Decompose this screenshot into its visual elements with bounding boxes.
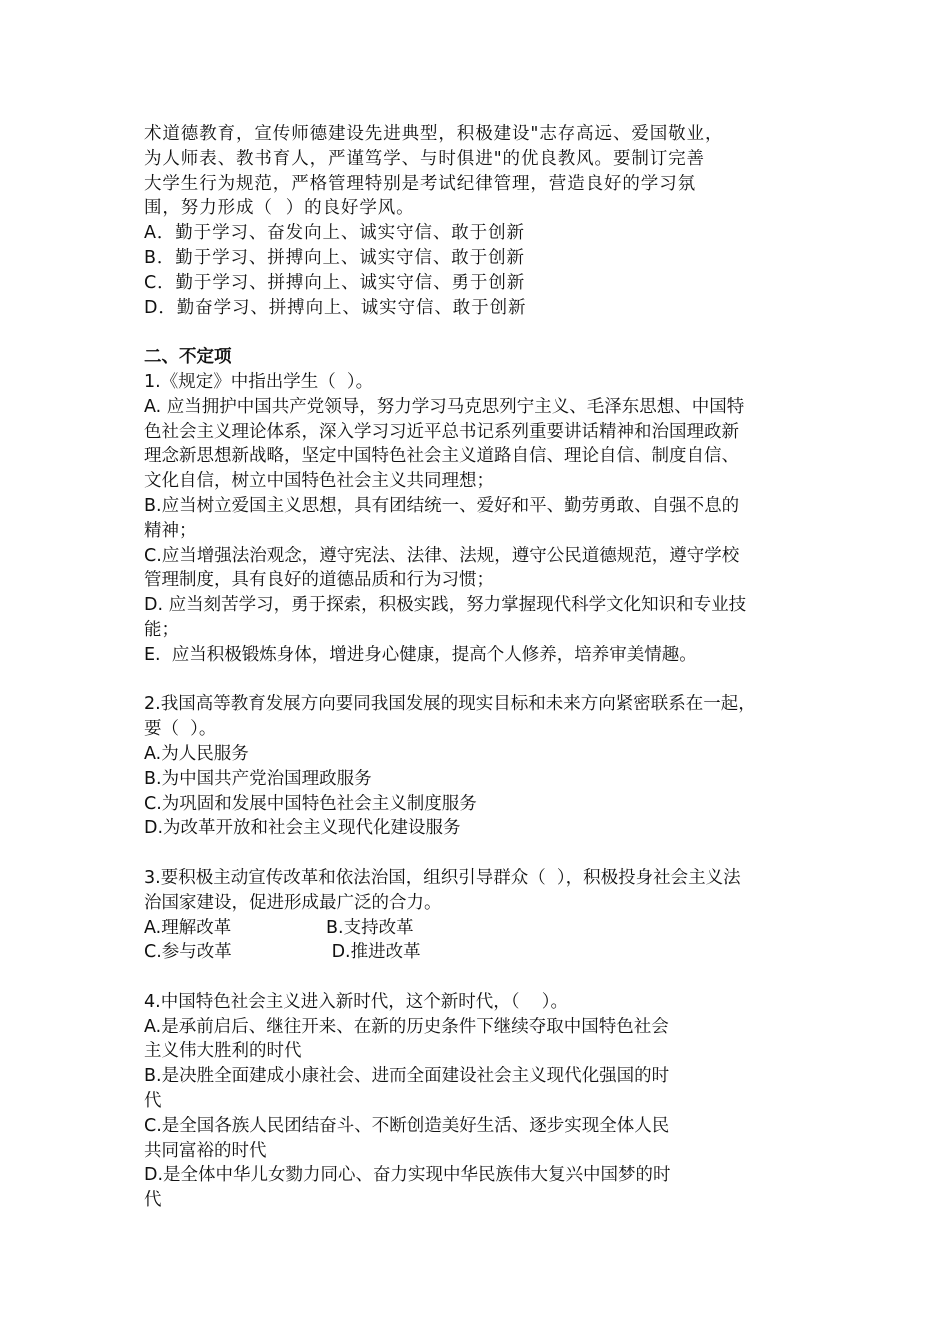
- option-d: D.为改革开放和社会主义现代化建设服务: [144, 818, 461, 839]
- option-a: A.理解改革: [144, 917, 232, 938]
- option-e: E. 应当积极锻炼身体，增进身心健康，提高个人修养，培养审美情趣。: [144, 644, 697, 665]
- option-d-continued: 代: [144, 1190, 162, 1211]
- question-text-line: 要（ ）。: [144, 719, 217, 740]
- question-4: [144, 990, 824, 1213]
- option-b: B．勤于学习、拼搏向上、诚实守信、敢于创新: [144, 247, 525, 268]
- option-row: [144, 916, 824, 941]
- option-c: C.参与改革: [144, 942, 232, 963]
- option-b: B.支持改革: [326, 917, 414, 938]
- option-b: B.为中国共产党治国理政服务: [144, 768, 372, 789]
- option-c: C.应当增强法治观念，遵守宪法、法律、法规，遵守公民道德规范，遵守学校: [144, 545, 740, 566]
- question-text-line: 为人师表、教书育人，严谨笃学、与时俱进"的优良教风。要制订完善: [144, 148, 705, 169]
- question-text-line: 大学生行为规范，严格管理特别是考试纪律管理，营造良好的学习氛: [144, 173, 696, 194]
- option-c-continued: 管理制度，具有良好的道德品质和行为习惯；: [144, 570, 494, 591]
- question-text-line: 围，努力形成（ ）的良好学风。: [144, 198, 415, 219]
- option-b: B.是决胜全面建成小康社会、进而全面建设社会主义现代化强国的时: [144, 1066, 670, 1087]
- option-a: A.是承前启后、继往开来、在新的历史条件下继续夺取中国特色社会: [144, 1016, 669, 1037]
- option-c: C.是全国各族人民团结奋斗、不断创造美好生活、逐步实现全体人民: [144, 1115, 670, 1136]
- option-b-continued: 代: [144, 1091, 162, 1112]
- option-a-continued: 色社会主义理论体系，深入学习习近平总书记系列重要讲话精神和治国理政新: [144, 421, 739, 442]
- spacer: [144, 320, 824, 345]
- option-c-continued: 共同富裕的时代: [144, 1140, 267, 1161]
- option-a: A．勤于学习、奋发向上、诚实守信、敢于创新: [144, 223, 525, 244]
- question-2: [144, 692, 824, 841]
- section-heading: 二、不定项: [144, 347, 232, 368]
- option-a: A. 应当拥护中国共产党领导，努力学习马克思列宁主义、毛泽东思想、中国特: [144, 396, 745, 417]
- option-d-continued: 能；: [144, 619, 179, 640]
- option-c: C．勤于学习、拼搏向上、诚实守信、勇于创新: [144, 272, 526, 293]
- option-a-continued: 文化自信，树立中国特色社会主义共同理想；: [144, 471, 494, 492]
- option-d: D. 应当刻苦学习，勇于探索，积极实践，努力掌握现代科学文化知识和专业技: [144, 595, 747, 616]
- option-b: B.应当树立爱国主义思想，具有团结统一、爱好和平、勤劳勇敢、自强不息的: [144, 495, 740, 516]
- option-row: [144, 940, 824, 965]
- spacer: [144, 841, 824, 866]
- section-multiple-choice: [144, 345, 824, 1213]
- question-text-line: 2.我国高等教育发展方向要同我国发展的现实目标和未来方向紧密联系在一起，: [144, 694, 756, 715]
- question-1: [144, 370, 824, 668]
- question-text-line: 4.中国特色社会主义进入新时代，这个新时代，（ ）。: [144, 991, 568, 1012]
- question-text-line: 术道德教育，宣传师德建设先进典型，积极建设"志存高远、爱国敬业，: [144, 124, 724, 144]
- option-d: D.是全体中华儿女勠力同心、奋力实现中华民族伟大复兴中国梦的时: [144, 1165, 671, 1186]
- intro-question: [144, 122, 824, 320]
- question-3: [144, 866, 824, 965]
- spacer: [144, 965, 824, 990]
- option-a-continued: 主义伟大胜利的时代: [144, 1041, 302, 1062]
- question-text-line: 1.《规定》中指出学生（ ）。: [144, 371, 374, 392]
- question-text-line: 治国家建设，促进形成最广泛的合力。: [144, 892, 442, 913]
- option-c: C.为巩固和发展中国特色社会主义制度服务: [144, 793, 477, 814]
- option-d: D.推进改革: [326, 942, 421, 963]
- question-text-line: 3.要积极主动宣传改革和依法治国，组织引导群众（ ），积极投身社会主义法: [144, 867, 741, 888]
- option-b-continued: 精神；: [144, 520, 197, 541]
- document-page: [144, 122, 824, 1213]
- option-d: D．勤奋学习、拼搏向上、诚实守信、敢于创新: [144, 297, 527, 318]
- option-a-continued: 理念新思想新战略，坚定中国特色社会主义道路自信、理论自信、制度自信、: [144, 446, 739, 467]
- spacer: [144, 668, 824, 693]
- option-a: A.为人民服务: [144, 743, 249, 764]
